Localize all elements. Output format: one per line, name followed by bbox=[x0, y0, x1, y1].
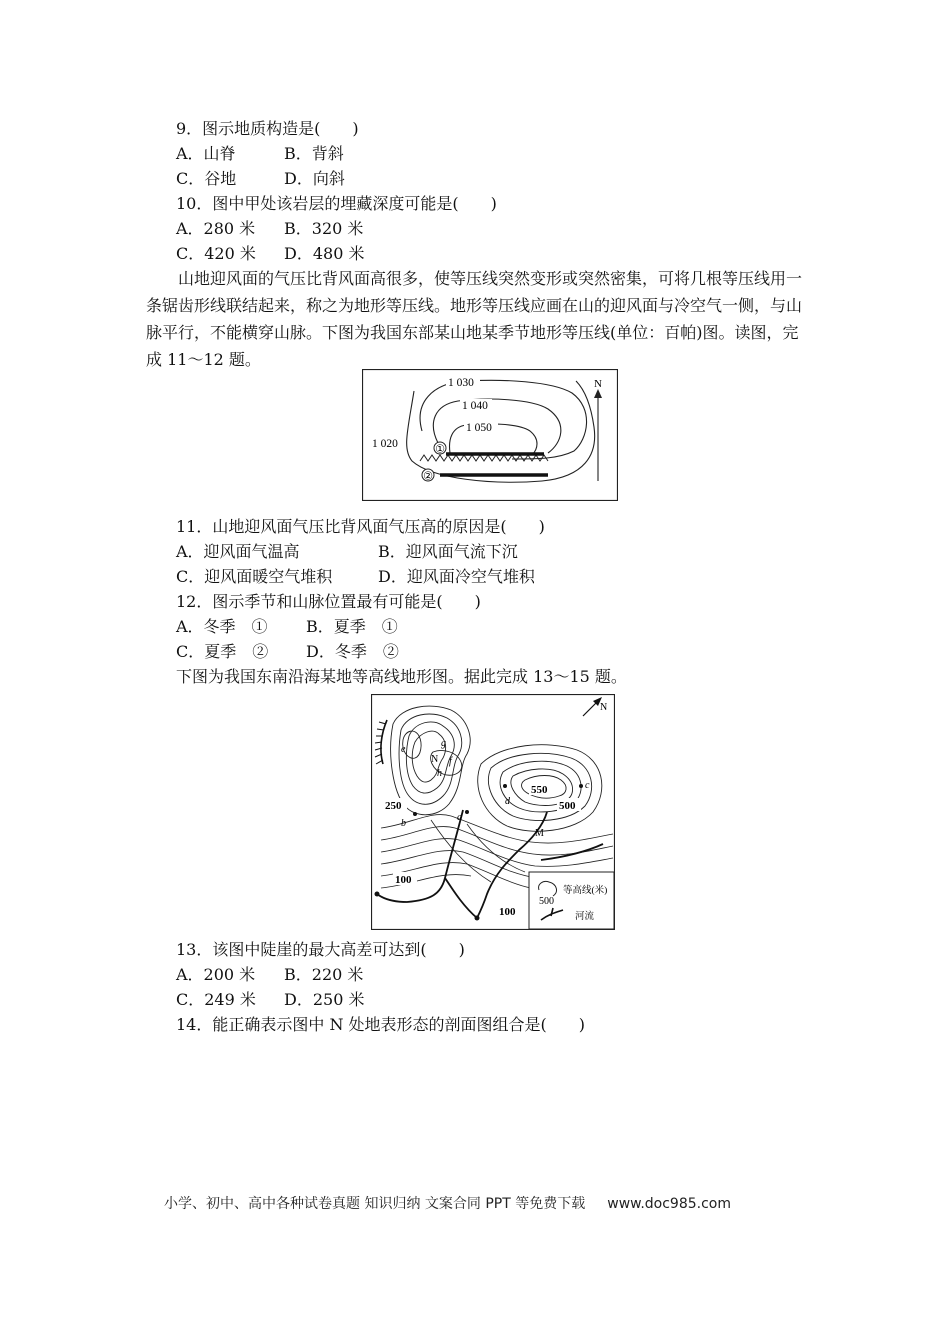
question-11-stem: 11．山地迎风面气压比背风面气压高的原因是( ) bbox=[176, 517, 545, 536]
option-a[interactable]: A．280 米 bbox=[176, 219, 256, 238]
question-11-options-row1 bbox=[176, 541, 518, 563]
label-d: d bbox=[505, 796, 510, 807]
legend-contour-label: 等高线(米) bbox=[563, 886, 608, 896]
north-label: N bbox=[594, 378, 602, 390]
option-b[interactable]: B．背斜 bbox=[284, 144, 344, 163]
question-9-stem: 9．图示地质构造是( ) bbox=[176, 119, 359, 138]
question-14-stem: 14．能正确表示图中 N 处地表形态的剖面图组合是( ) bbox=[176, 1015, 586, 1034]
marker-2-label: ② bbox=[423, 470, 433, 483]
question-9-options-row1 bbox=[176, 143, 344, 165]
label-M: M bbox=[535, 828, 544, 839]
label-b: b bbox=[401, 818, 406, 829]
option-b[interactable]: B．220 米 bbox=[284, 965, 364, 984]
intro-paragraph-isobar bbox=[146, 265, 808, 373]
north-label: N bbox=[600, 702, 608, 713]
question-12-options-row2 bbox=[176, 641, 399, 663]
figure-frame bbox=[363, 370, 618, 501]
intro-text: 山地迎风面的气压比背风面高很多，使等压线突然变形或突然密集，可将几根等压线用一条锯齿形线联结起来，称之为地形等压线。地形等压线应画在山的迎风面与冷空气一侧，与山脉平行，不能横穿山脉。下图为我国东部某山地某季节地形等压线(单位：百帕)图。读图，完成 11～12 题。 bbox=[146, 269, 803, 369]
intro-paragraph-contour: 下图为我国东南沿海某地等高线地形图。据此完成 13～15 题。 bbox=[176, 667, 627, 686]
footer-text: 小学、初中、高中各种试卷真题 知识归纳 文案合同 PPT 等免费下载 bbox=[164, 1196, 586, 1212]
legend-river-label: 河流 bbox=[575, 912, 595, 922]
question-12-stem: 12．图示季节和山脉位置最有可能是( ) bbox=[176, 592, 481, 611]
option-b[interactable]: B．迎风面气流下沉 bbox=[378, 542, 518, 561]
option-b[interactable]: B．夏季 ① bbox=[306, 617, 398, 636]
question-13-options-row2 bbox=[176, 989, 364, 1011]
option-c[interactable]: C．夏季 ② bbox=[176, 642, 269, 661]
point-a bbox=[465, 810, 469, 814]
option-b[interactable]: B．320 米 bbox=[284, 219, 364, 238]
question-9-options-row2 bbox=[176, 168, 345, 190]
question-10-stem: 10．图中甲处该岩层的埋藏深度可能是( ) bbox=[176, 194, 497, 213]
option-a[interactable]: A．200 米 bbox=[176, 965, 256, 984]
option-a[interactable]: A．冬季 ① bbox=[176, 617, 268, 636]
point-d bbox=[503, 784, 507, 788]
question-13-options-row1 bbox=[176, 964, 363, 986]
label-h: h bbox=[437, 768, 442, 779]
option-c[interactable]: C．420 米 bbox=[176, 244, 256, 263]
question-10-options-row1 bbox=[176, 218, 363, 240]
isobar-label-1050: 1 050 bbox=[466, 422, 492, 434]
isobar-label-1020: 1 020 bbox=[372, 438, 398, 450]
river-mouth-point bbox=[475, 916, 480, 921]
label-g: g bbox=[441, 738, 446, 749]
option-d[interactable]: D．迎风面冷空气堆积 bbox=[378, 567, 535, 586]
contour-map-figure bbox=[371, 694, 615, 930]
label-f: f bbox=[449, 756, 452, 767]
label-N: N bbox=[431, 754, 439, 765]
elev-550: 550 bbox=[531, 784, 548, 796]
elev-100: 100 bbox=[395, 874, 412, 886]
isobar-map-figure bbox=[362, 369, 618, 501]
point-b bbox=[413, 812, 417, 816]
isobar-label-1040: 1 040 bbox=[462, 400, 488, 412]
question-12-options-row1 bbox=[176, 616, 398, 638]
footer-url[interactable]: www.doc985.com bbox=[607, 1196, 731, 1212]
elev-250: 250 bbox=[385, 800, 402, 812]
option-d[interactable]: D．480 米 bbox=[284, 244, 365, 263]
page-footer bbox=[164, 1193, 731, 1213]
label-e: e bbox=[401, 744, 406, 755]
point-c bbox=[579, 784, 583, 788]
question-10-options-row2 bbox=[176, 243, 364, 265]
label-a: a bbox=[457, 812, 462, 823]
option-a[interactable]: A．山脊 bbox=[176, 144, 236, 163]
option-d[interactable]: D．向斜 bbox=[284, 169, 345, 188]
option-c[interactable]: C．谷地 bbox=[176, 169, 237, 188]
option-a[interactable]: A．迎风面气温高 bbox=[176, 542, 300, 561]
question-13-stem: 13．该图中陡崖的最大高差可达到( ) bbox=[176, 940, 465, 959]
option-d[interactable]: D．250 米 bbox=[284, 990, 365, 1009]
marker-1-label: ① bbox=[435, 443, 445, 456]
option-c[interactable]: C．249 米 bbox=[176, 990, 256, 1009]
isobar-label-1030: 1 030 bbox=[448, 377, 474, 389]
elev-100-south: 100 bbox=[499, 906, 516, 918]
option-d[interactable]: D．冬季 ② bbox=[306, 642, 399, 661]
river-mouth-point bbox=[375, 892, 380, 897]
option-c[interactable]: C．迎风面暖空气堆积 bbox=[176, 567, 333, 586]
label-c: c bbox=[585, 780, 590, 791]
legend-contour-value: 500 bbox=[539, 896, 554, 907]
question-11-options-row2 bbox=[176, 566, 535, 588]
elev-500: 500 bbox=[559, 800, 576, 812]
